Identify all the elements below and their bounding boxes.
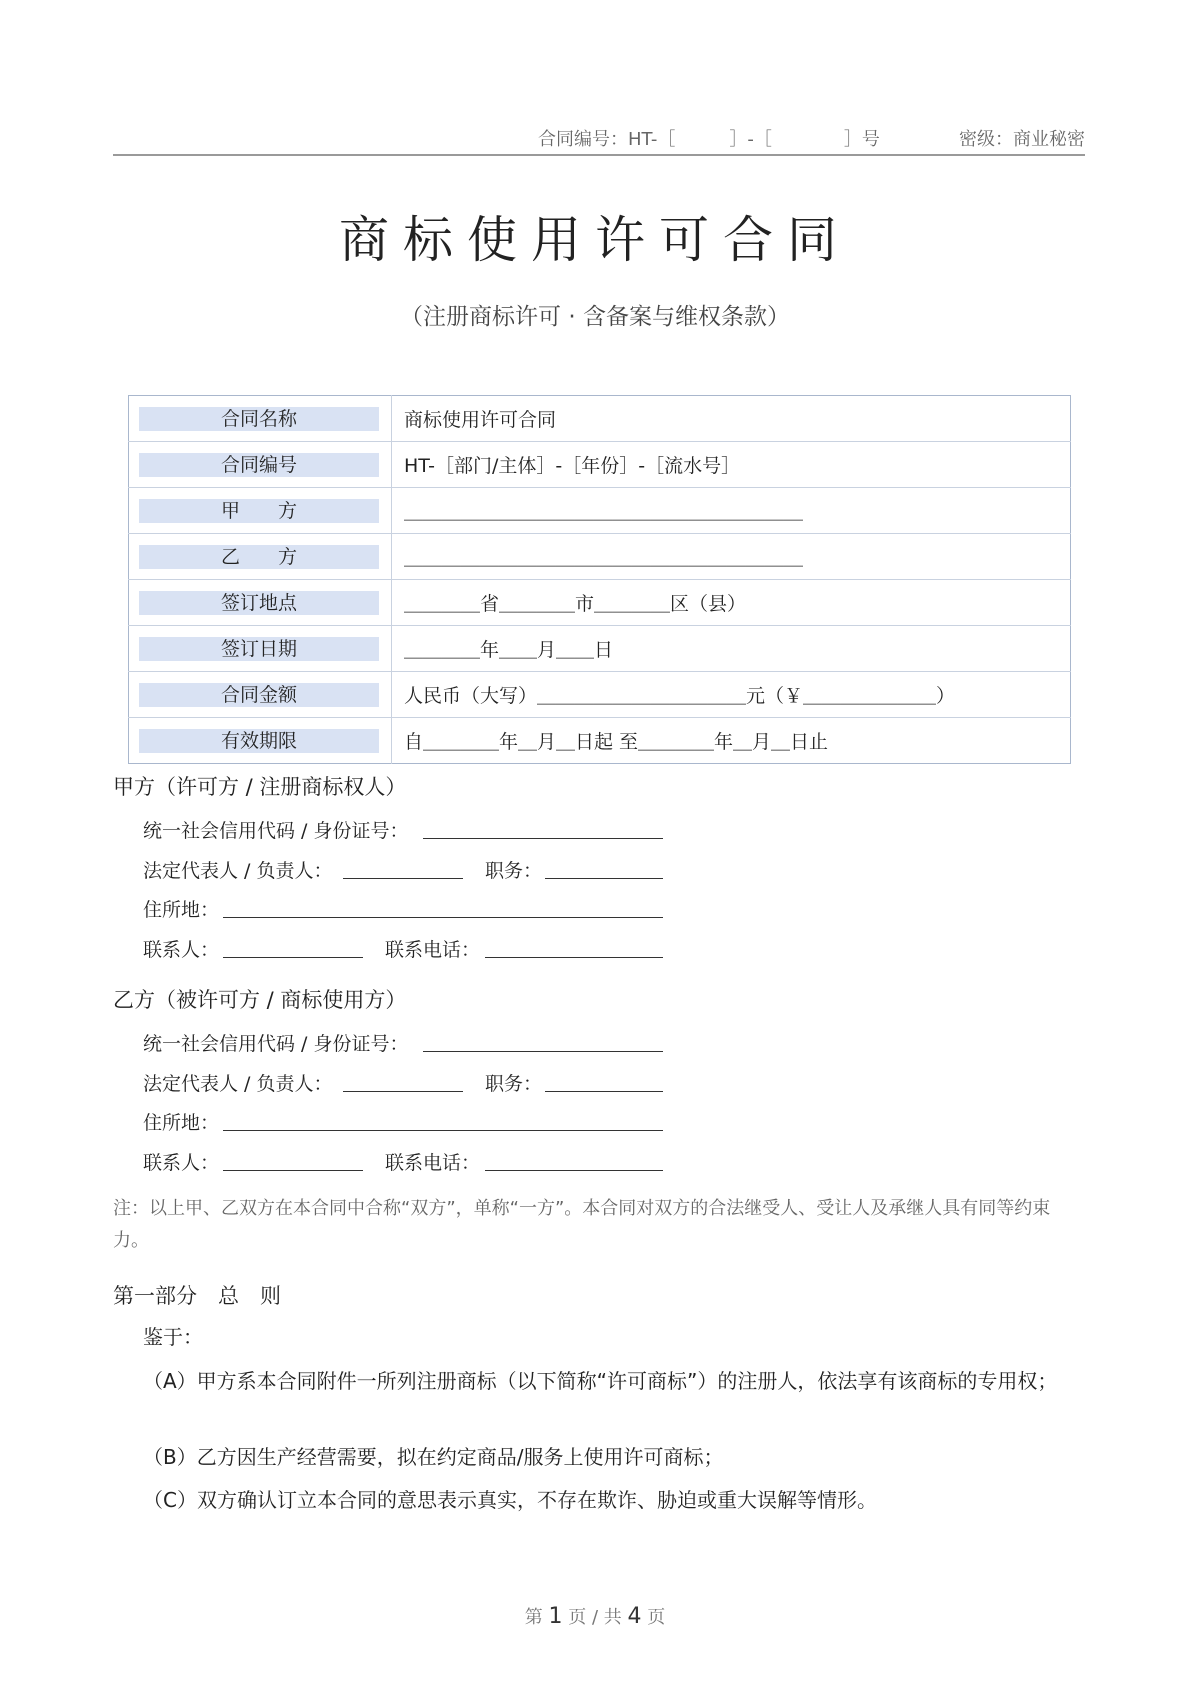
party-a-position-label: 职务： (485, 860, 543, 882)
row-value: ＿＿＿＿年＿＿月＿＿日 (392, 626, 1071, 672)
row-value: 自＿＿＿＿年＿月＿日起 至＿＿＿＿年＿月＿日止 (392, 718, 1071, 764)
contract-info-table (128, 395, 1071, 764)
row-label: 合同金额 (139, 683, 379, 707)
table-row (129, 488, 1071, 534)
party-a-phone-label: 联系电话： (385, 939, 481, 961)
party-a-legal-rep-line[interactable] (343, 878, 463, 879)
party-b-address-line[interactable] (223, 1130, 663, 1131)
header-secrecy-level: 密级：商业秘密 (959, 129, 1085, 150)
table-row (129, 580, 1071, 626)
clause-a: （A）甲方系本合同附件一所列注册商标（以下简称“许可商标”）的注册人，依法享有该商标的专用权； (143, 1369, 1058, 1393)
row-label: 乙 方 (139, 545, 379, 569)
section-1-heading: 第一部分 总 则 (113, 1284, 281, 1308)
party-a-address-line[interactable] (223, 917, 663, 918)
table-row (129, 718, 1071, 764)
document-title: 商标使用许可合同 (339, 211, 851, 269)
party-a-credit-code-label: 统一社会信用代码 / 身份证号： (143, 820, 409, 842)
whereas-label: 鉴于： (143, 1325, 203, 1349)
row-label: 签订日期 (139, 637, 379, 661)
table-row (129, 672, 1071, 718)
footer-prefix: 第 (524, 1607, 543, 1628)
clause-c: （C）双方确认订立本合同的意思表示真实，不存在欺诈、胁迫或重大误解等情形。 (143, 1488, 877, 1512)
row-value: ＿＿＿＿省＿＿＿＿市＿＿＿＿区（县） (392, 580, 1071, 626)
row-label: 甲 方 (139, 499, 379, 523)
party-b-contact-label: 联系人： (143, 1152, 220, 1174)
header-contract-number: 合同编号：HT-［ ］-［ ］号 (538, 129, 880, 150)
document-header (113, 117, 1085, 153)
party-a-phone-line[interactable] (485, 957, 663, 958)
row-value: ＿＿＿＿＿＿＿＿＿＿＿＿＿＿＿＿＿＿＿＿＿ (392, 534, 1071, 580)
footer-suffix: 页 (647, 1607, 666, 1628)
party-a-position-line[interactable] (545, 878, 663, 879)
clause-b: （B）乙方因生产经营需要，拟在约定商品/服务上使用许可商标； (143, 1445, 724, 1469)
party-a-legal-rep-label: 法定代表人 / 负责人： (143, 860, 333, 882)
row-value: 商标使用许可合同 (404, 409, 557, 431)
party-b-phone-line[interactable] (485, 1170, 663, 1171)
party-b-position-line[interactable] (545, 1091, 663, 1092)
party-a-heading: 甲方（许可方 / 注册商标权人） (113, 775, 407, 799)
party-b-address-label: 住所地： (143, 1112, 220, 1134)
header-divider (113, 154, 1085, 156)
party-a-address-label: 住所地： (143, 899, 220, 921)
total-page-count: 4 (627, 1604, 642, 1629)
current-page-number: 1 (548, 1604, 563, 1629)
party-a-contact-line[interactable] (223, 957, 363, 958)
table-row (129, 396, 1071, 442)
party-a-credit-code-line[interactable] (423, 838, 663, 839)
row-value: ＿＿＿＿＿＿＿＿＿＿＿＿＿＿＿＿＿＿＿＿＿ (392, 488, 1071, 534)
party-b-legal-rep-label: 法定代表人 / 负责人： (143, 1073, 333, 1095)
page-footer (0, 1603, 1190, 1629)
party-b-phone-label: 联系电话： (385, 1152, 481, 1174)
footer-middle: 页 / 共 (568, 1607, 622, 1628)
table-row (129, 534, 1071, 580)
row-label: 签订地点 (139, 591, 379, 615)
row-label: 合同编号 (139, 453, 379, 477)
party-b-credit-code-label: 统一社会信用代码 / 身份证号： (143, 1033, 409, 1055)
row-value: HT-［部门/主体］-［年份］-［流水号］ (392, 442, 1071, 488)
party-b-credit-code-line[interactable] (423, 1051, 663, 1052)
party-b-legal-rep-line[interactable] (343, 1091, 463, 1092)
row-label: 有效期限 (139, 729, 379, 753)
party-b-position-label: 职务： (485, 1073, 543, 1095)
document-subtitle: （注册商标许可 · 含备案与维权条款） (400, 304, 790, 330)
table-row (129, 626, 1071, 672)
parties-note: 注：以上甲、乙双方在本合同中合称“双方”，单称“一方”。本合同对双方的合法继受人、受让人及承继人具有同等约束力。 (113, 1198, 1051, 1251)
row-label: 合同名称 (139, 407, 379, 431)
party-a-contact-label: 联系人： (143, 939, 220, 961)
party-b-contact-line[interactable] (223, 1170, 363, 1171)
table-row (129, 442, 1071, 488)
row-value: 人民币（大写）＿＿＿＿＿＿＿＿＿＿＿元（￥＿＿＿＿＿＿＿） (392, 672, 1071, 718)
party-b-heading: 乙方（被许可方 / 商标使用方） (113, 988, 407, 1012)
